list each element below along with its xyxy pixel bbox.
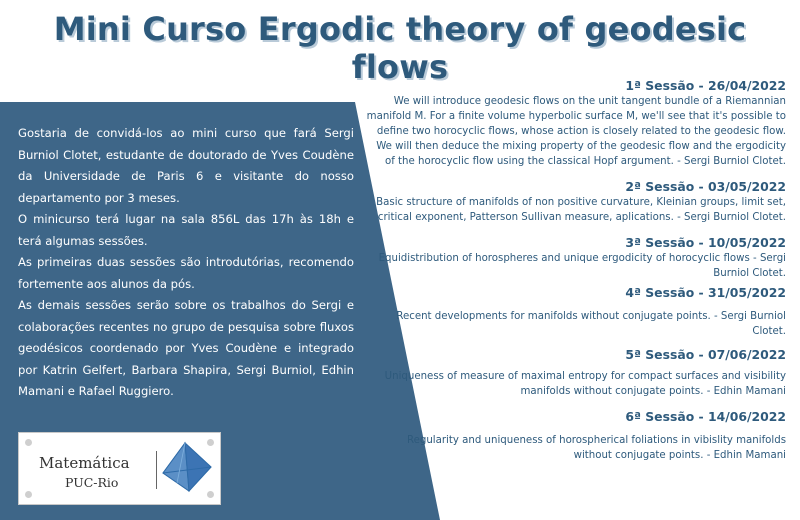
puc-rio-logo [18,432,221,505]
session-item [366,235,786,281]
logo-divider [156,451,157,489]
session-title: 2ª Sessão - 03/05/2022 [625,179,786,194]
screw-icon [25,491,32,498]
invitation-text [18,123,354,403]
invitation-paragraph: As demais sessões serão sobre os trabalhos do Sergi e colaborações recentes no grupo de pesquisa sobre fluxos geodésicos coordenado por Yves Coudène e integrado por Katrin Gelfert, Barbara Shapira, Sergi Burniol, Edhin Mamani e Rafael Ruggiero. [18,298,354,398]
page-title: Mini Curso Ergodic theory of geodesic flows [53,10,747,86]
session-description: Equidistribution of horospheres and unique ergodicity of horocyclic flows - Sergi Burniol Clotet. [378,253,786,279]
session-item [366,179,786,225]
session-title: 3ª Sessão - 10/05/2022 [625,235,786,250]
session-description: Recent developments for manifolds without conjugate points. - Sergi Burniol Clotet. [396,311,786,337]
logo-text-puc-rio: PUC-Rio [65,475,119,490]
session-description: Regularity and uniqueness of horospherical foliations in vibislity manifolds without conjugate points. - Edhin Mamani [406,435,786,461]
polyhedron-icon [159,439,215,495]
invitation-paragraph: As primeiras duas sessões são introdutórias, recomendo fortemente aos alunos da pós. [18,255,354,291]
session-description: Uniqueness of measure of maximal entropy for compact surfaces and visibility manifolds without conjugate points. - Edhin Mamani [384,371,786,397]
session-item [366,285,786,339]
session-item [366,347,786,399]
session-title: 4ª Sessão - 31/05/2022 [625,285,786,300]
session-item [366,409,786,463]
session-item [366,78,786,169]
session-description: We will introduce geodesic flows on the unit tangent bundle of a Riemannian manifold M. For a finite volume hyperbolic surface M, we'll see that it's possible to define two horocyclic flows, whose action is closely related to the geodesic flow. We will then deduce the mixing property of the geodesic flow and the ergodicity of the horocyclic flow using the classical Hopf argument. - Sergi Burniol Clotet. [366,96,786,167]
session-title: 1ª Sessão - 26/04/2022 [625,78,786,93]
session-description: Basic structure of manifolds of non positive curvature, Kleinian groups, limit set, critical exponent, Patterson Sullivan measure, aplications. - Sergi Burniol Clotet. [376,197,786,223]
invitation-paragraph: O minicurso terá lugar na sala 856L das 17h às 18h e terá algumas sessões. [18,212,354,248]
session-title: 6ª Sessão - 14/06/2022 [625,409,786,424]
sessions-list [366,78,786,463]
screw-icon [25,439,32,446]
session-title: 5ª Sessão - 07/06/2022 [625,347,786,362]
invitation-paragraph: Gostaria de convidá-los ao mini curso que fará Sergi Burniol Clotet, estudante de doutorado de Yves Coudène da Universidade de Paris 6 e visitante do nosso departamento por 3 meses. [18,126,354,205]
logo-text-matematica: Matemática [39,454,130,472]
